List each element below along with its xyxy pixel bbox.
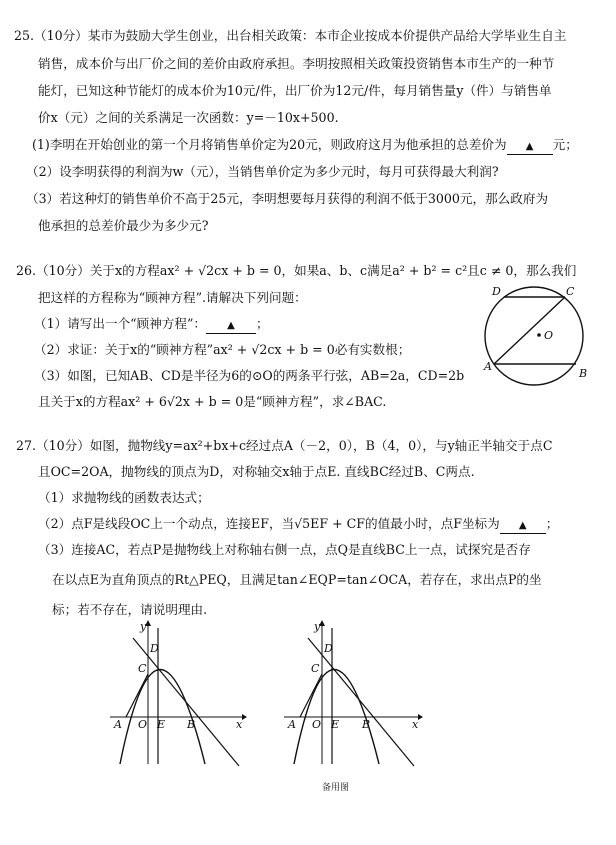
q25-part1 <box>32 137 578 155</box>
q26-line1: 26.（10分）关于x的方程ax² + √2cx + b = 0，如果a、b、c满足a² + b² = c²且c ≠ 0，那么我们 <box>16 263 577 278</box>
x-axis-arrow-icon <box>418 714 423 720</box>
label-c: C <box>138 662 147 675</box>
q25-part1-blank: ▲ <box>507 141 553 155</box>
label-a: A <box>114 718 122 731</box>
q27-figure-main <box>100 618 250 768</box>
label-a: A <box>288 718 296 731</box>
label-d: D <box>492 285 501 298</box>
label-e: E <box>331 718 340 731</box>
segment-ac <box>126 674 148 717</box>
q26-part3a: （3）如图，已知AB、CD是半径为6的⊙O的两条平行弦，AB=2a，CD=2b <box>34 368 465 383</box>
q26-line2: 把这样的方程称为“顾神方程”.请解决下列问题： <box>38 290 307 305</box>
q27-part2-blank: ▲ <box>500 520 546 534</box>
q25-part2: （2）设李明获得的利润为w（元），当销售单价定为多少元时，每月可获得最大利润? <box>26 164 499 179</box>
q25-part1-end: 元； <box>552 137 578 152</box>
q26-part2: （2）求证：关于x的“顾神方程”ax² + √2cx + b = 0必有实数根； <box>34 342 411 357</box>
q25-line3: 能灯，已知这种节能灯的成本价为10元/件，出厂价为12元/件，每月销售量y（件）与销售单 <box>38 83 552 98</box>
q27-line1: 27.（10分）如图，抛物线y=ax²+bx+c经过点A（－2，0），B（4，0），与y轴正半轴交于点C <box>16 438 553 453</box>
q25-part1-text: (1)李明在开始创业的第一个月将销售单价定为20元，则政府这月为他承担的总差价为 <box>32 137 507 152</box>
figure-caption: 备用图 <box>322 783 350 793</box>
q26-circle-figure <box>480 282 600 392</box>
label-y: y <box>314 620 321 633</box>
q25-part3b: 他承担的总差价最少为多少元? <box>38 218 209 233</box>
q27-part3a: （3）连接AC，若点P是抛物线上对称轴右侧一点，点Q是直线BC上一点，试探究是否存 <box>38 542 531 557</box>
line-bc <box>308 638 414 766</box>
q27-line2: 且OC=2OA，抛物线的顶点为D，对称轴交x轴于点E. 直线BC经过B、C两点. <box>38 464 475 479</box>
q26-part1 <box>34 316 269 334</box>
q26-part1-text: （1）请写出一个“顾神方程”： <box>34 316 207 331</box>
label-o: O <box>312 718 322 731</box>
segment-ac <box>300 674 322 717</box>
q25-line4: 价x（元）之间的关系满足一次函数：y=－10x+500. <box>38 110 339 125</box>
label-e: E <box>157 718 166 731</box>
center-dot <box>537 333 541 337</box>
label-o: O <box>138 718 148 731</box>
q27-part1: （1）求抛物线的函数表达式； <box>38 490 210 505</box>
q27-part2-end: ； <box>545 516 559 531</box>
q27-part3b: 在以点E为直角顶点的Rt△PEQ，且满足tan∠EQP=tan∠OCA，若存在，求出点P的坐 <box>52 572 542 587</box>
q26-part1-end: ； <box>256 316 269 331</box>
label-b: B <box>187 718 196 731</box>
label-x: x <box>236 718 243 731</box>
circle-o <box>485 287 583 385</box>
label-x: x <box>412 718 419 731</box>
label-c: C <box>311 662 320 675</box>
label-d: D <box>150 642 159 655</box>
q25-part3a: （3）若这种灯的销售单价不高于25元，李明想要每月获得的利润不低于3000元，那么政府为 <box>26 191 549 206</box>
label-a: A <box>484 360 492 373</box>
q25-line1: 25.（10分）某市为鼓励大学生创业，出台相关政策：本市企业按成本价提供产品给大学毕业生自主 <box>14 28 567 43</box>
x-axis-arrow-icon <box>242 714 247 720</box>
label-y: y <box>140 620 147 633</box>
label-o: O <box>544 329 554 342</box>
q25-line2: 销售，成本价与出厂价之间的差价由政府承担。李明按照相关政策投资销售本市生产的一种节 <box>38 56 555 71</box>
q27-part3c: 标；若不存在，请说明理由. <box>52 602 208 617</box>
q26-part3b: 且关于x的方程ax² + 6√2x + b = 0是“顾神方程”，求∠BAC. <box>38 394 387 409</box>
q27-part2-text: （2）点F是线段OC上一个动点，连接EF，当√5EF + CF的值最小时，点F坐标为 <box>38 516 500 531</box>
label-d: D <box>324 642 333 655</box>
q26-part1-blank: ▲ <box>206 320 256 334</box>
label-b: B <box>362 718 371 731</box>
label-c: C <box>566 285 575 298</box>
q27-part2 <box>38 516 558 534</box>
segment-ac <box>494 297 565 364</box>
q27-figure-backup <box>272 618 432 793</box>
label-b: B <box>579 367 588 380</box>
